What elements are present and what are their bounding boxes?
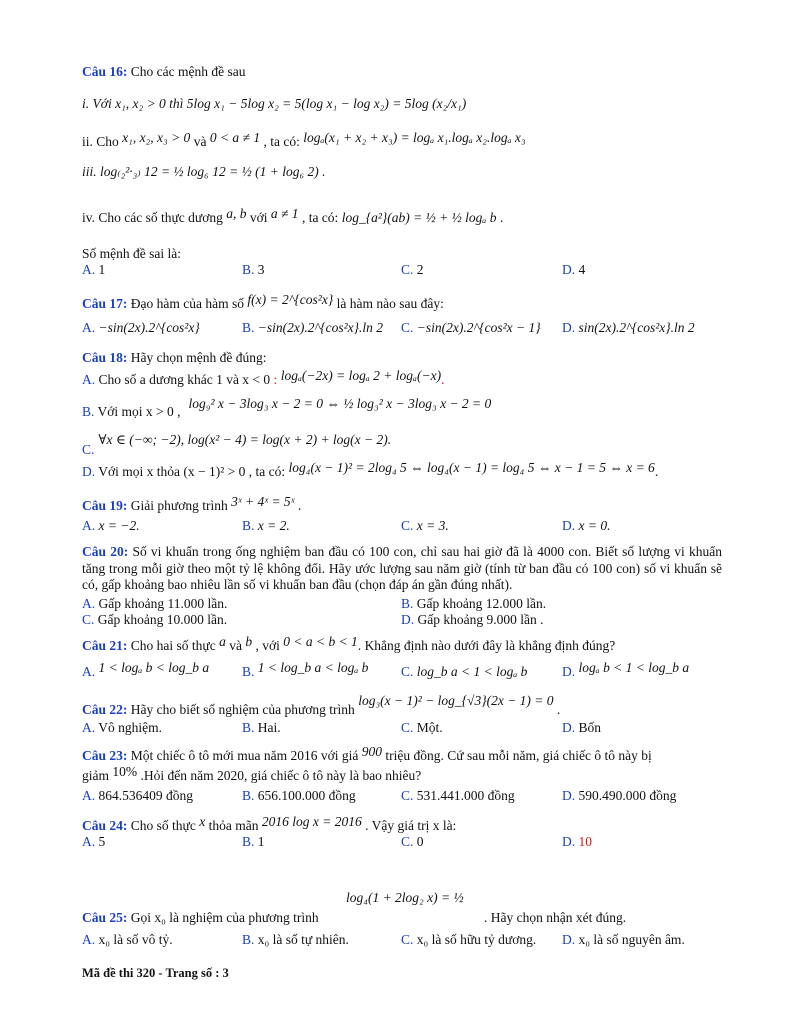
q17-options xyxy=(82,320,722,338)
q16-option-d[interactable]: D. 4 xyxy=(562,262,586,277)
q23-stem-line2: giảm 10% .Hỏi đến năm 2020, giá chiếc ô tô này là bao nhiêu? xyxy=(82,764,422,783)
q21-option-d[interactable]: D. logₐ b < 1 < log_b a xyxy=(562,660,690,679)
q17-option-c[interactable]: C. −sin(2x).2^{cos²x − 1} xyxy=(401,320,541,335)
q24-option-c[interactable]: C. 0 xyxy=(401,834,424,849)
q18-option-a[interactable]: A. Cho số a dương khác 1 và x < 0 : logₐ(−2x) = logₐ 2 + logₐ(−x). xyxy=(82,368,445,387)
q18-stem: Câu 18: Hãy chọn mệnh đề đúng: xyxy=(82,350,267,365)
q17-label: Câu 17: xyxy=(82,296,128,311)
q24-label: Câu 24: xyxy=(82,818,128,833)
q24-option-d[interactable]: D. 10 xyxy=(562,834,592,849)
q16-options xyxy=(82,262,722,280)
q22-option-c[interactable]: C. Một. xyxy=(401,720,443,735)
q21-option-b[interactable]: B. 1 < log_b a < logₐ b xyxy=(242,660,369,679)
q24-stem: Câu 24: Cho số thực x thỏa mãn 2016 log x = 2016 . Vậy giá trị x là: xyxy=(82,814,457,833)
q25-stem: Câu 25: Gọi x₀ là nghiệm của phương trình . Hãy chọn nhận xét đúng. xyxy=(82,910,627,925)
q16-statement-1: i. Với x₁, x₂ > 0 thì 5log x₁ − 5log x₂ = 5(log x₁ − log x₂) = 5log (x₂/x₁) xyxy=(82,96,467,111)
q21-stem: Câu 21: Cho hai số thực a và b , với 0 < a < b < 1. Khẳng định nào dưới đây là khẳng định đúng? xyxy=(82,634,616,653)
q22-label: Câu 22: xyxy=(82,702,128,717)
q25-option-d[interactable]: D. x₀ là số nguyên âm. xyxy=(562,932,685,947)
q19-option-c[interactable]: C. x = 3. xyxy=(401,518,449,533)
q22-option-d[interactable]: D. Bốn xyxy=(562,720,602,735)
q18-option-c[interactable]: C.∀x ∈ (−∞; −2), log(x² − 4) = log(x + 2) + log(x − 2). xyxy=(82,432,392,457)
q23-stem-line1: Câu 23: Một chiếc ô tô mới mua năm 2016 với giá 900 triệu đồng. Cứ sau mỗi năm, giá chiếc ô tô này bị xyxy=(82,744,652,763)
q24-option-a[interactable]: A. 5 xyxy=(82,834,106,849)
q25-option-b[interactable]: B. x₀ là số tự nhiên. xyxy=(242,932,349,947)
q18-option-b[interactable]: B. Với mọi x > 0 ,log₉² x − 3log₃ x − 2 = 0 ⇔ ½ log₃² x − 3log₃ x − 2 = 0 xyxy=(82,396,492,419)
q22-stem: Câu 22: Hãy cho biết số nghiệm của phương trình log₃(x − 1)² − log_{√3}(2x − 1) = 0 . xyxy=(82,693,561,717)
q23-option-b[interactable]: B. 656.100.000 đồng xyxy=(242,788,356,803)
q23-label: Câu 23: xyxy=(82,748,128,763)
q21-label: Câu 21: xyxy=(82,638,128,653)
q22-options xyxy=(82,720,722,738)
q19-option-d[interactable]: D. x = 0. xyxy=(562,518,611,533)
q18-option-d[interactable]: D. Với mọi x thỏa (x − 1)² > 0 , ta có: log₄(x − 1)² = 2log₄ 5 ⇔ log₄(x − 1) = log₄ 5 ⇔ x − 1 = 5 ⇔ x = 6. xyxy=(82,460,659,479)
q19-stem: Câu 19: Giải phương trình 3ˣ + 4ˣ = 5ˣ . xyxy=(82,494,302,513)
q24-options xyxy=(82,834,722,852)
q23-option-d[interactable]: D. 590.490.000 đồng xyxy=(562,788,677,803)
q20-option-c[interactable]: C. Gấp khoảng 10.000 lần. xyxy=(82,612,228,627)
q20-option-b[interactable]: B. Gấp khoảng 12.000 lần. xyxy=(401,596,547,611)
q16-option-c[interactable]: C. 2 xyxy=(401,262,424,277)
q19-option-a[interactable]: A. x = −2. xyxy=(82,518,140,533)
page-footer: Mã đề thi 320 - Trang số : 3 xyxy=(82,966,229,980)
q16-label: Câu 16: xyxy=(82,64,128,79)
q25-equation: log₄(1 + 2log₂ x) = ½ xyxy=(346,890,464,905)
q20-options-row2 xyxy=(82,612,722,630)
q22-option-b[interactable]: B. Hai. xyxy=(242,720,281,735)
q16-statement-4: iv. Cho các số thực dương a, b với a ≠ 1 , ta có: log_{a²}(ab) = ½ + ½ logₐ b . xyxy=(82,206,504,225)
q21-option-c[interactable]: C. log_b a < 1 < logₐ b xyxy=(401,664,528,679)
q23-options xyxy=(82,788,722,806)
q20-label: Câu 20: xyxy=(82,544,129,559)
q25-label: Câu 25: xyxy=(82,910,128,925)
q21-options xyxy=(82,660,722,682)
q17-option-d[interactable]: D. sin(2x).2^{cos²x}.ln 2 xyxy=(562,320,695,335)
q24-option-b[interactable]: B. 1 xyxy=(242,834,265,849)
q20-option-d[interactable]: D. Gấp khoảng 9.000 lần . xyxy=(401,612,544,627)
q18-label: Câu 18: xyxy=(82,350,128,365)
q16-stem: Câu 16: Cho các mệnh đề sau xyxy=(82,64,246,79)
q17-stem: Câu 17: Đạo hàm của hàm số f(x) = 2^{cos²x} là hàm nào sau đây: xyxy=(82,292,444,311)
q20-stem: Câu 20: Số vi khuẩn trong ống nghiệm ban đầu có 100 con, chỉ sau hai giờ đã là 4000 con. Biết số lượng vi khuẩn tăng trong mỗi giờ theo một tỷ lệ không đổi. Hãy ước lượng sau năm giờ (tính từ ban đầu có 100 con) số vi khuẩn sẽ có, gấp khoảng bao nhiêu lần số vi khuẩn ban đầu (chọn đáp án gần đúng nhất). xyxy=(82,544,722,592)
q19-label: Câu 19: xyxy=(82,498,128,513)
q16-option-a[interactable]: A. 1 xyxy=(82,262,106,277)
q16-statement-3: iii. log₍₂²·₃₎ 12 = ½ log₆ 12 = ½ (1 + log₆ 2) . xyxy=(82,164,326,179)
q17-option-b[interactable]: B. −sin(2x).2^{cos²x}.ln 2 xyxy=(242,320,384,335)
q25-option-a[interactable]: A. x₀ là số vô tỷ. xyxy=(82,932,173,947)
q20-option-a[interactable]: A. Gấp khoảng 11.000 lần. xyxy=(82,596,228,611)
q22-option-a[interactable]: A. Vô nghiệm. xyxy=(82,720,162,735)
q21-option-a[interactable]: A. 1 < logₐ b < log_b a xyxy=(82,660,210,679)
q19-options xyxy=(82,518,722,536)
q23-option-c[interactable]: C. 531.441.000 đồng xyxy=(401,788,515,803)
q23-option-a[interactable]: A. 864.536409 đồng xyxy=(82,788,193,803)
q25-option-c[interactable]: C. x₀ là số hữu tỷ dương. xyxy=(401,932,537,947)
q16-option-b[interactable]: B. 3 xyxy=(242,262,265,277)
q16-question: Số mệnh đề sai là: xyxy=(82,246,181,261)
q19-option-b[interactable]: B. x = 2. xyxy=(242,518,290,533)
q25-options xyxy=(82,932,722,950)
q16-statement-2: ii. Cho x₁, x₂, x₃ > 0 và 0 < a ≠ 1 , ta có: logₐ(x₁ + x₂ + x₃) = logₐ x₁.logₐ x₂.logₐ x₃ xyxy=(82,130,526,149)
q17-option-a[interactable]: A. −sin(2x).2^{cos²x} xyxy=(82,320,200,335)
